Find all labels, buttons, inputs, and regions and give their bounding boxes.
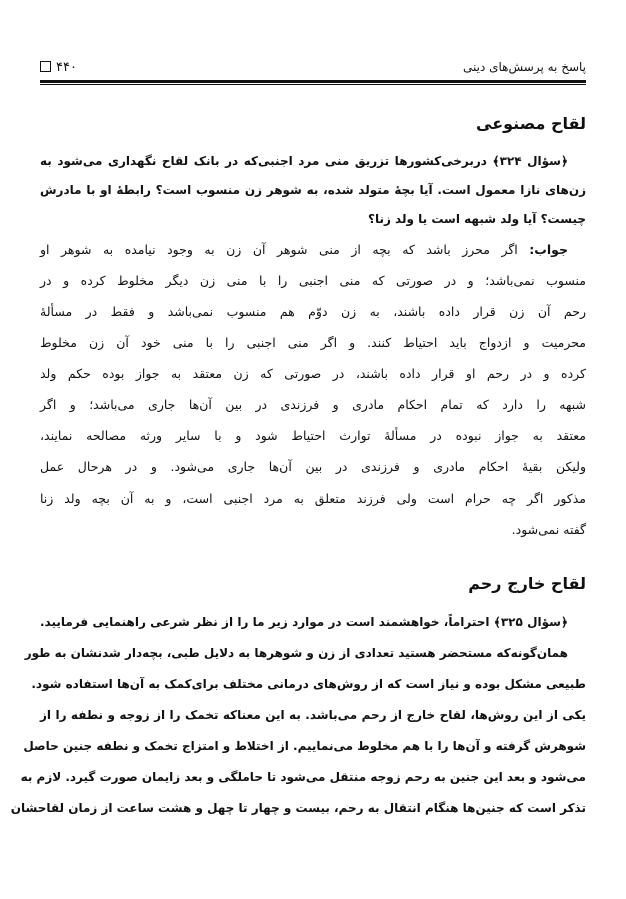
answer-line bbox=[40, 241, 586, 259]
question-line: تذکر است که جنین‌ها هنگام انتقال به رحم، بیست و چهار تا چهل و هشت ساعت از زمان لقاحشان bbox=[10, 801, 586, 815]
question-line: یکی از این روش‌ها، لقاح خارج از رحم می‌باشد. به این معناکه تخمک را از زوجه و نطفه را از bbox=[40, 708, 586, 722]
answer-line: منسوب نمی‌باشد؛ و در صورتی که منی اجنبی را با منی زن دیگر مخلوط کرده و در bbox=[40, 273, 586, 288]
section-heading: لقاح مصنوعی bbox=[476, 114, 586, 133]
header-rule bbox=[40, 80, 586, 83]
answer-line: ولیکن بقیهٔ احکام مادری و فرزندی در بین آن‌ها جاری می‌شود. و در هرحال عمل bbox=[40, 459, 586, 474]
question-line: همان‌گونه‌که مستحضر هستید تعدادی از زن و شوهرها به دلایل طبی، بچه‌دار شدنشان به طور bbox=[24, 646, 568, 660]
running-header bbox=[40, 60, 586, 78]
answer-line: کرده و در رحم او قرار داده باشند، در صورتی که زن معتقد به جواز بوده حکم ولد bbox=[40, 366, 586, 381]
question-line: ﴿سؤال ۳۲۵﴾ احتراماً، خواهشمند است در موارد زیر ما را از نظر شرعی راهنمایی فرمایید. bbox=[40, 615, 569, 629]
answer-line: مذکور اگر چه حرام است ولی فرزند متعلق به مرد اجنبی است، و به آن بچه ولد زنا bbox=[40, 491, 586, 506]
question-line: طبیعی مشکل بوده و نیاز است که از روش‌های درمانی مختلف برای‌کمک به آن‌ها استفاده شود. bbox=[31, 677, 586, 691]
section-heading: لقاح خارج رحم bbox=[468, 574, 586, 593]
page-number bbox=[40, 60, 77, 75]
header-rule-thin bbox=[40, 84, 586, 85]
book-title: پاسخ به پرسش‌های دینی bbox=[462, 60, 586, 74]
question-line: می‌شود و بعد این جنین به رحم زوجه منتقل می‌شود تا حاملگی و بعد زایمان صورت گیرد. لازم به bbox=[20, 770, 586, 784]
answer-line: گفته نمی‌شود. bbox=[511, 522, 586, 537]
answer-line: رحم آن زن قرار داده باشند، به زن دوّم هم منسوب نمی‌باشد و فقط در مسألهٔ bbox=[40, 304, 586, 319]
question-line: چیست؟ آیا ولد شبهه است یا ولد زنا؟ bbox=[368, 212, 586, 226]
question-line: ﴿سؤال ۳۲۴﴾ دربرخی‌کشورها تزریق منی مرد اجنبی‌که در بانک لقاح نگهداری می‌شود به bbox=[40, 154, 568, 168]
square-bullet-icon bbox=[40, 61, 51, 72]
page-number-text: ۴۴۰ bbox=[56, 60, 77, 75]
question-line: شوهرش گرفته و آن‌ها را با هم مخلوط می‌نماییم. از اختلاط و امتزاج تخمک و نطفه جنین حاصل bbox=[23, 739, 586, 753]
question-line: زن‌های نازا معمول است. آیا بچهٔ متولد شده، به شوهر زن منسوب است؟ رابطهٔ او با مادرش bbox=[40, 183, 586, 197]
answer-line: معتقد به جواز نبوده در مسألهٔ توارث احتیاط شود و با سایر ورثه مصالحه نمایند، bbox=[40, 428, 586, 443]
answer-text: اگر محرز باشد که بچه از منی شوهر آن زن به وجود نیامده به شوهر او bbox=[40, 242, 530, 257]
answer-line: شبهه را دارد که تمام احکام مادری و فرزندی در بین آن‌ها جاری می‌باشد؛ و اگر bbox=[40, 397, 586, 412]
answer-label: جواب: bbox=[529, 242, 568, 257]
answer-line: محرمیت و ازدواج باید احتیاط کنند. و اگر منی اجنبی را با منی خود آن زن مخلوط bbox=[40, 335, 586, 350]
